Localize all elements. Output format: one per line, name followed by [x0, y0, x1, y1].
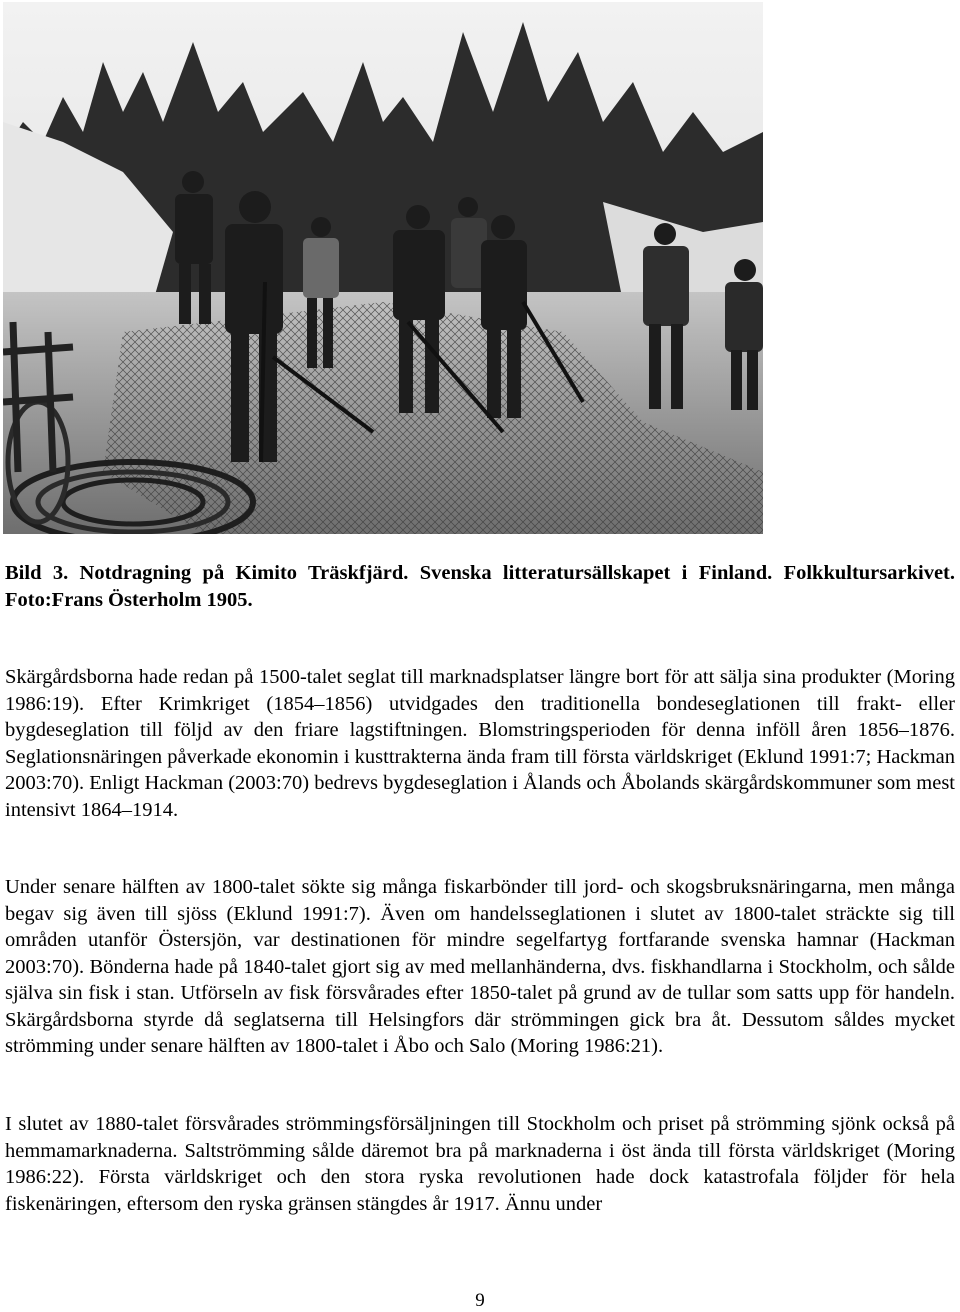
historical-photograph [3, 2, 763, 534]
page-number: 9 [475, 1290, 485, 1311]
figure-caption: Bild 3. Notdragning på Kimito Träskfjärd. Svenska litteratursällskapet i Finland. Folkkultursarkivet. Foto:Frans Österholm 1905. [5, 562, 955, 611]
body-paragraph-2: Under senare hälften av 1800-talet sökte sig många fiskarbönder till jord- och skogsbruksnäringarna, men många begav sig även till sjöss (Eklund 1991:7). Även om handelsseglationen i slutet av 1800-talet sträckte sig till områden utanför Östersjön, var destinationen för mindre segelfartyg fortfarande svenska hamnar (Hackman 2003:70). Bönderna hade på 1840-talet gjort sig av med mellanhänderna, dvs. fiskhandlarna i Stockholm, och sålde själva sin fisk i stan. Utförseln av fisk försvårades efter 1850-talet på grund av de tullar som satts upp för handeln. Skärgårdsborna styrde då seglatserna till Helsingfors där strömmingen gick bra åt. Dessutom såldes mycket strömming under senare hälften av 1800-talet i Åbo och Salo (Moring 1986:21). [5, 876, 955, 1057]
body-paragraph-1: Skärgårdsborna hade redan på 1500-talet seglat till marknadsplatser längre bort för att sälja sina produkter (Moring 1986:19). Efter Krimkriget (1854–1856) utvidgades den traditionella bondeseglationen till frakt- eller bygdeseglation till följd av den friare lagstiftningen. Blomstringsperioden för denna inföll åren 1856–1876. Seglationsnäringen påverkade ekonomin i kusttrakterna ända fram till första världskriget (Eklund 1991:7; Hackman 2003:70). Enligt Hackman (2003:70) bedrevs bygdeseglation i Ålands och Åbolands skärgårdskommuner som mest intensivt 1864–1914. [5, 666, 955, 821]
photo-illustration [3, 2, 763, 534]
body-paragraph-3: I slutet av 1880-talet försvårades strömmingsförsäljningen till Stockholm och priset på strömming sjönk också på hemmamarknaderna. Saltströmming sålde däremot bra på marknaderna i öst ända till första världskriget (Moring 1986:22). Första världskriget och den stora ryska revolutionen hade dock katastrofala följder för hela fiskenäringen, eftersom den ryska gränsen stängdes år 1917. Ännu under [5, 1113, 955, 1215]
